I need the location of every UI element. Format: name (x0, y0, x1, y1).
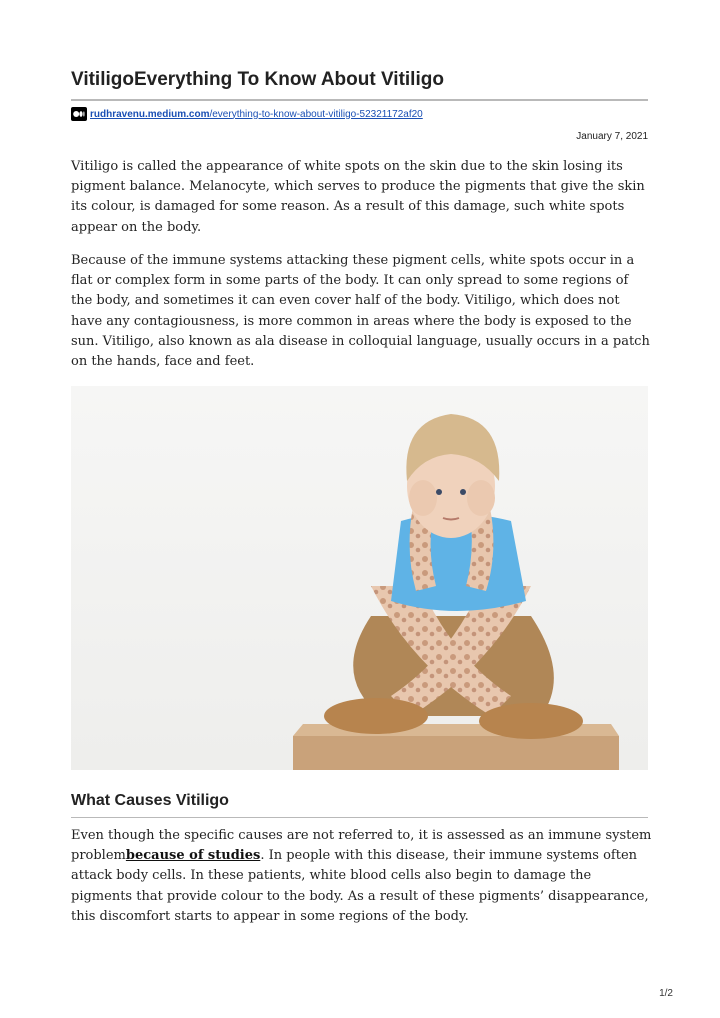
source-path: /everything-to-know-about-vitiligo-52321172af20 (209, 108, 423, 120)
source-link[interactable] (90, 109, 423, 120)
paragraph-causes (71, 826, 653, 927)
child-vitiligo-photo (71, 386, 648, 770)
paragraph-immune: Because of the immune systems attacking these pigment cells, white spots occur in a flat or complex form in some parts of the body. It can only spread to some regions of the body, and sometimes it can even cover half of the body. Vitiligo, which does not have any contagiousness, is more common in areas where the body is exposed to the sun. Vitiligo, also known as ala disease in colloquial language, usually occurs in a patch on the hands, face and feet. (71, 253, 650, 370)
causes-text-start: Even though the specific causes are not referred to, it is assessed as an immune system problem (71, 828, 652, 864)
section-divider (71, 817, 648, 818)
causes-text-end: . In people with this disease, their immune systems often attack body cells. In these patients, white blood cells also begin to damage the pigments that provide colour to the body. As a result of these pigments’ disappearance, this discomfort starts to appear in some regions of the body. (71, 848, 649, 924)
page-number: 1/2 (659, 988, 673, 999)
publish-date: January 7, 2021 (576, 131, 648, 142)
paragraph-intro: Vitiligo is called the appearance of white spots on the skin due to the skin losing its pigment balance. Melanocyte, which serves to produce the pigments that give the skin its colour, is damaged for some reason. As a result of this damage, such white spots appear on the body. (71, 159, 645, 235)
source-line (71, 106, 423, 122)
title-divider (71, 99, 648, 101)
medium-logo-icon (71, 107, 87, 121)
source-domain: rudhravenu.medium.com (90, 108, 210, 120)
studies-link[interactable]: because of studies (125, 848, 261, 864)
section-heading: What Causes Vitiligo (71, 792, 229, 809)
article-title: VitiligoEverything To Know About Vitiligo (71, 69, 444, 90)
